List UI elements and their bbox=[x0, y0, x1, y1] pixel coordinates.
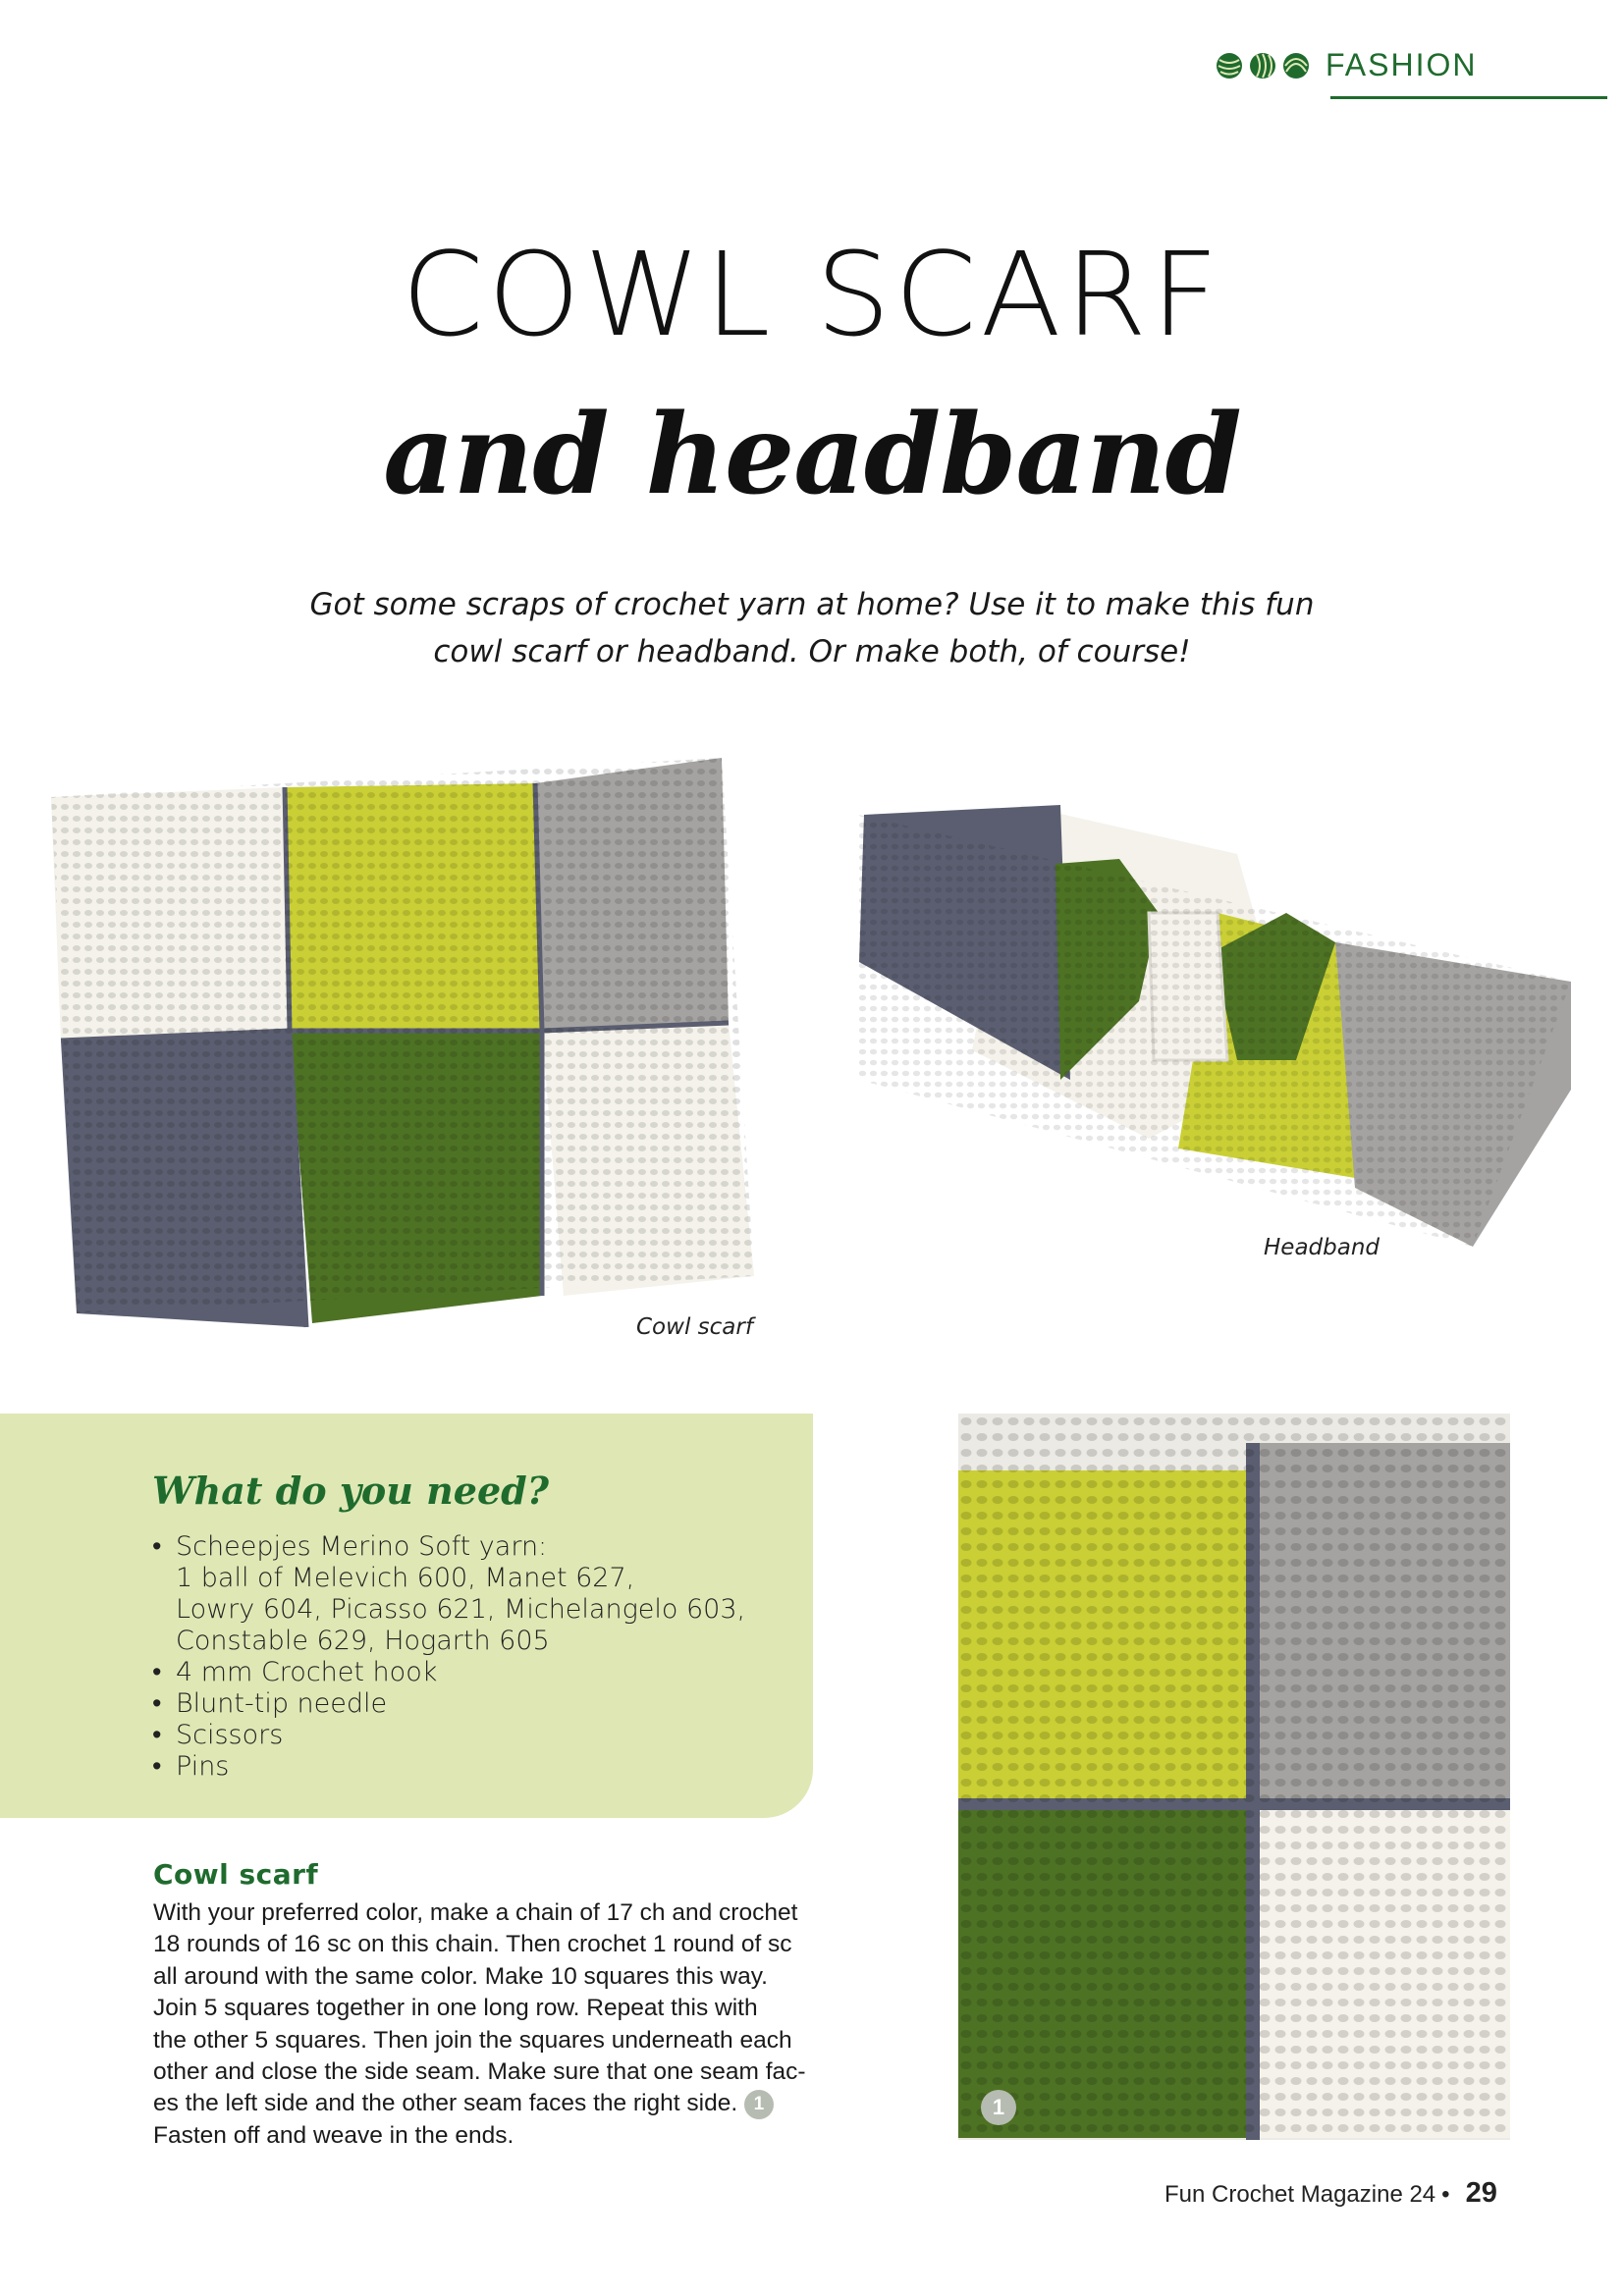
yarn-ball-icon bbox=[1248, 51, 1277, 80]
cowl-instructions bbox=[153, 1897, 821, 2152]
intro-line: cowl scarf or headband. Or make both, of course! bbox=[433, 634, 1191, 669]
list-item bbox=[152, 1531, 745, 1657]
instruction-line: 18 rounds of 16 sc on this chain. Then crochet 1 round of sc bbox=[153, 1931, 792, 1958]
instruction-line: other and close the side seam. Make sure that one seam fac- bbox=[153, 2058, 806, 2086]
list-item-label: Scheepjes Merino Soft yarn: bbox=[176, 1531, 548, 1562]
instruction-line-text: es the left side and the other seam faces the right side. bbox=[153, 2090, 738, 2117]
headband-caption: Headband bbox=[1264, 1235, 1380, 1260]
instruction-line: Join 5 squares together in one long row. Repeat this with bbox=[153, 1995, 758, 2022]
list-item: • Pins bbox=[152, 1751, 745, 1783]
yarn-detail-line: Lowry 604, Picasso 621, Michelangelo 603, bbox=[176, 1594, 746, 1625]
list-item: • Scissors bbox=[152, 1720, 745, 1751]
magazine-name: Fun Crochet Magazine 24 bbox=[1164, 2181, 1436, 2208]
instruction-line: Fasten off and weave in the ends. bbox=[153, 2121, 514, 2149]
cowl-heading: Cowl scarf bbox=[153, 1858, 319, 1891]
yarn-ball-icons bbox=[1215, 51, 1313, 90]
headband-photo bbox=[825, 766, 1591, 1256]
instruction-line: With your preferred color, make a chain of 17 ch and crochet bbox=[153, 1899, 798, 1926]
materials-title: What do you need? bbox=[152, 1468, 549, 1513]
yarn-ball-icon bbox=[1281, 51, 1311, 80]
instruction-line: the other 5 squares. Then join the squares underneath each bbox=[153, 2026, 792, 2054]
section-label: FASHION bbox=[1326, 47, 1478, 82]
intro-line: Got some scraps of crochet yarn at home? Use it to make this fun bbox=[309, 587, 1315, 622]
photo-step-badge: 1 bbox=[981, 2090, 1016, 2125]
detail-photo bbox=[958, 1414, 1510, 2140]
list-item: • 4 mm Crochet hook bbox=[152, 1657, 745, 1688]
cowl-caption: Cowl scarf bbox=[636, 1314, 753, 1340]
list-item: • Blunt-tip needle bbox=[152, 1688, 745, 1720]
page-subtitle: and headband bbox=[383, 391, 1241, 519]
instruction-line: all around with the same color. Make 10 squares this way. bbox=[153, 1962, 768, 1990]
page-number: 29 bbox=[1465, 2177, 1497, 2209]
yarn-detail-line: Constable 629, Hogarth 605 bbox=[176, 1626, 550, 1656]
intro-text bbox=[295, 581, 1329, 675]
materials-list bbox=[152, 1531, 745, 1783]
instruction-line bbox=[153, 2088, 821, 2119]
step-badge: 1 bbox=[744, 2090, 774, 2119]
header-rule bbox=[1330, 96, 1607, 99]
page-footer bbox=[1164, 2177, 1497, 2210]
cowl-scarf-photo bbox=[0, 707, 815, 1345]
footer-bullet: • bbox=[1441, 2181, 1450, 2208]
page-title: COWL SCARF bbox=[401, 229, 1223, 363]
yarn-ball-icon bbox=[1215, 51, 1244, 80]
yarn-detail-line: 1 ball of Melevich 600, Manet 627, bbox=[176, 1563, 635, 1593]
